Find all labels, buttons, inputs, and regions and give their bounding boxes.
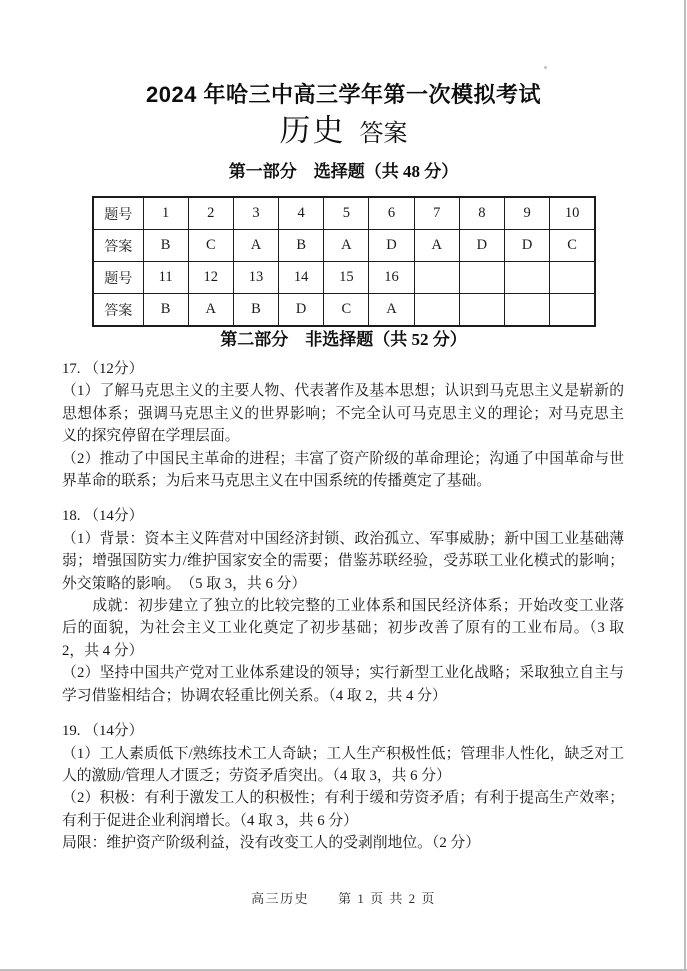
- question-number-cell: 8: [459, 197, 504, 230]
- question-number-cell: 9: [505, 197, 550, 230]
- table-row-question-numbers-2: [93, 262, 595, 294]
- question-number-cell: 7: [414, 197, 459, 230]
- answer-paragraph: （2）坚持中国共产党对工业体系建设的领导；实行新型工业化战略；采取独立自主与学习借鉴相结合；协调农轻重比例关系。（4 取 2，共 4 分）: [62, 665, 624, 704]
- answer-paragraph: 成就：初步建立了独立的比较完整的工业体系和国民经济体系；开始改变工业落后的面貌，为社会主义工业化奠定了初步基础；初步改善了原有的工业布局。（3 取 2，共 4 分）: [62, 598, 624, 659]
- subject-title-line: [0, 112, 687, 156]
- answer-cell: B: [143, 230, 188, 262]
- question-number-cell: 15: [324, 262, 369, 294]
- question-number-cell: 5: [324, 197, 369, 230]
- question-number-cell: [550, 262, 595, 294]
- question-number-cell: 4: [279, 197, 324, 230]
- subject-name: 历史: [279, 113, 346, 148]
- answer-cell: A: [369, 294, 414, 327]
- answer-cell: C: [324, 294, 369, 327]
- question-number-cell: 12: [188, 262, 233, 294]
- answer-paragraph: （1）背景：资本主义阵营对中国经济封锁、政治孤立、军事威胁；新中国工业基础薄弱；增强国防实力/维护国家安全的需要；借鉴苏联经验，受苏联工业化模式的影响；外交策略的影响。 （5 取 3，共 6 分）: [62, 530, 624, 592]
- question-number: 17. （12分）: [62, 361, 144, 377]
- question-number-cell: 14: [279, 262, 324, 294]
- question-number: 19. （14分）: [62, 723, 144, 740]
- answer-cell: [414, 294, 459, 327]
- page-footer: 高三历史 第 1 页 共 2 页: [251, 891, 436, 906]
- question-number-cell: [505, 262, 550, 294]
- answer-cell: A: [414, 230, 459, 262]
- answer-cell: C: [550, 230, 595, 262]
- row-label-cell: 答案: [93, 230, 143, 262]
- answer-cell: B: [233, 294, 278, 327]
- question-18-answer: [62, 505, 624, 707]
- answer-paragraph: 局限：维护资产阶级利益，没有改变工人的受剥削地位。（2 分）: [62, 835, 481, 852]
- answer-cell: B: [279, 230, 324, 262]
- row-label-cell: 题号: [93, 262, 143, 294]
- question-number-cell: [459, 262, 504, 294]
- answer-cell: B: [143, 294, 188, 327]
- subject-answer-label: 答案: [359, 121, 408, 147]
- question-number-cell: 10: [550, 197, 595, 230]
- answer-cell: C: [188, 230, 233, 262]
- question-number-cell: 13: [233, 262, 278, 294]
- table-row-question-numbers-1: [93, 197, 595, 230]
- row-label-cell: 答案: [93, 294, 143, 327]
- table-row-answers-1: [93, 230, 595, 262]
- answer-paragraph: （1）了解马克思主义的主要人物、代表著作及基本思想；认识到马克思主义是崭新的思想体系；强调马克思主义的世界影响；不完全认可马克思主义的理论；对马克思主义的探究停留在学理层面。: [62, 383, 624, 445]
- exam-title: 2024 年哈三中高三学年第一次模拟考试: [145, 82, 542, 107]
- scan-speck: [544, 66, 547, 69]
- answer-cell: A: [188, 294, 233, 327]
- question-number: 18. （14分）: [62, 508, 144, 525]
- answer-paragraph: （2）推动了中国民主革命的进程；丰富了资产阶级的革命理论；沟通了中国革命与世界革命的联系；为后来马克思主义在中国系统的传播奠定了基础。: [62, 450, 624, 490]
- table-row-answers-2: [93, 294, 595, 327]
- question-number-cell: 1: [143, 197, 188, 230]
- answer-cell: [550, 294, 595, 327]
- answer-cell: D: [505, 230, 550, 262]
- answer-cell: [459, 294, 504, 327]
- section-1-heading: 第一部分 选择题（共 48 分）: [228, 162, 459, 181]
- answer-cell: A: [324, 230, 369, 262]
- question-number-cell: 6: [369, 197, 414, 230]
- answer-cell: D: [459, 230, 504, 262]
- answer-table: [92, 196, 596, 327]
- answer-paragraph: （1）工人素质低下/熟练技术工人奇缺；工人生产积极性低；管理非人性化，缺乏对工人的激励/管理人才匮乏；劳资矛盾突出。（4 取 3，共 6 分）: [62, 745, 624, 784]
- answer-cell: D: [279, 294, 324, 327]
- question-number-cell: 3: [233, 197, 278, 230]
- question-19-answer: [62, 720, 624, 854]
- question-17-answer: [62, 358, 624, 492]
- section-2-heading: 第二部分 非选择题（共 52 分）: [220, 330, 467, 349]
- answer-cell: A: [233, 230, 278, 262]
- question-number-cell: [414, 262, 459, 294]
- row-label-cell: 题号: [93, 197, 143, 230]
- question-number-cell: 11: [143, 262, 188, 294]
- question-number-cell: 2: [188, 197, 233, 230]
- scan-edge-right: [684, 0, 686, 971]
- answer-cell: D: [369, 230, 414, 262]
- question-number-cell: 16: [369, 262, 414, 294]
- answer-paragraph: （2）积极：有利于激发工人的积极性；有利于缓和劳资矛盾；有利于提高生产效率；有利于促进企业利润增长。（4 取 3，共 6 分）: [62, 790, 624, 829]
- answer-cell: [505, 294, 550, 327]
